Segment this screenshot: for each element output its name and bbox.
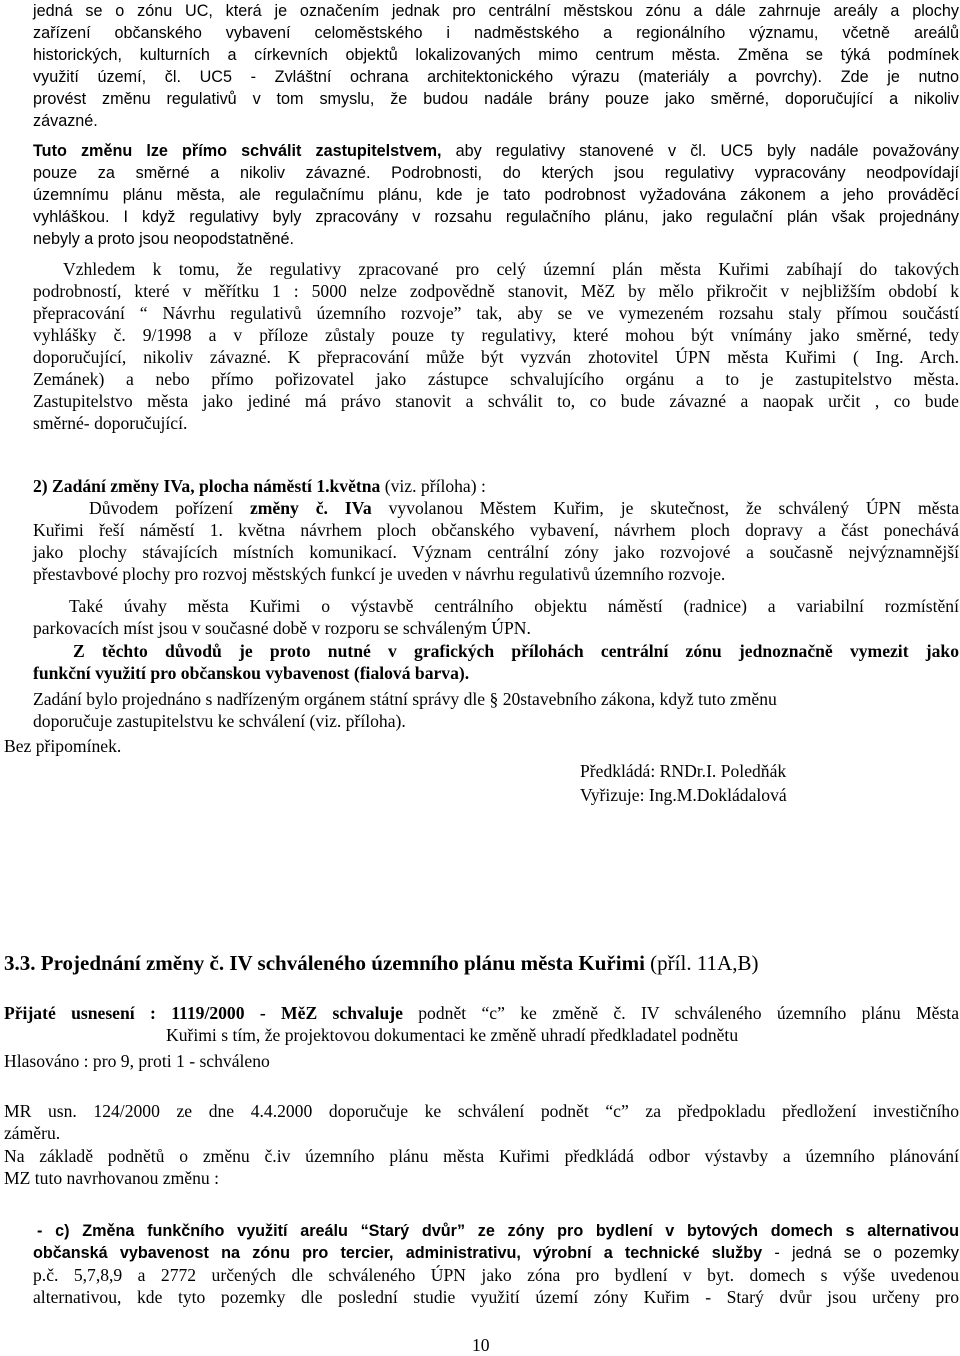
text-line: p.č. 5,7,8,9 a 2772 určených dle schváleného ÚPN jako zóna pro bydlení v byt. domech s výše uvedenou <box>33 1265 959 1285</box>
text-line: Na základě podnětů o změnu č.iv územního plánu města Kuřimi předkládá odbor výstavby a územního plánování <box>4 1146 959 1166</box>
change-c-description <box>33 1220 959 1308</box>
heading-bold: 3.3. Projednání změny č. IV schváleného územního plánu města Kuřimi <box>4 951 645 975</box>
text-span: Podrobnosti, do kterých jsou regulativy vypracovány neodpovídají <box>370 164 959 182</box>
section-2-paragraph-4 <box>33 688 777 732</box>
text-line: směrné- doporučující. <box>33 413 188 433</box>
text-line: jako plochy stávajících místních komunikací. Význam centrální zóny jako rozvojové a současně nejvýznamnější <box>33 542 959 562</box>
text-line: Zadání bylo projednáno s nadřízeným orgánem státní správy dle § 20stavebního zákona, když tuto změnu <box>33 689 777 709</box>
text-line: doporučuje zastupitelstvu ke schválení (viz. příloha). <box>33 711 406 731</box>
text-line: zařízení občanského vybavení celoměstského i nadměstského a regionálního významu, včetně areálů <box>33 24 959 42</box>
bold-span: změny č. IVa <box>249 498 372 518</box>
text-line: parkovacích míst jsou v současné době v rozporu se schváleným ÚPN. <box>33 618 531 638</box>
submitter-line: Předkládá: RNDr.I. Poledňák <box>580 761 787 781</box>
text-span: podnět “c” ke změně č. IV schváleného územního plánu Města <box>402 1003 959 1023</box>
heading-rest: (příl. 11A,B) <box>644 951 759 975</box>
text-line: alternativou, kde tyto pozemky dle poslední studie využití území zóny Kuřim - Starý dvůr jsou určeny pro <box>33 1287 959 1307</box>
page-number: 10 <box>472 1335 490 1355</box>
text-line: územnímu plánu města, ale regulačnímu plánu, kde je tato podrobnost vyžadována zákonem a jeho prováděcí <box>33 186 959 204</box>
text-line <box>33 66 959 88</box>
paragraph-zone-uc <box>33 0 959 132</box>
text-line: Z těchto důvodů je proto nutné v grafických přílohách centrální zónu jednoznačně vymezit jako <box>73 641 959 661</box>
text-line: jedná se o zónu UC, která je označením jednak pro centrální městskou zónu a dále zahrnuje areály a plochy <box>33 2 959 20</box>
text-span: pouze za směrné a nikoliv závazné. <box>33 164 371 182</box>
council-recommendation <box>4 1100 959 1144</box>
text-line: přepracování “ Návrhu regulativů územního rozvoje” tak, aby se ve vymezeném rozsahu staly přímou součástí <box>33 303 959 323</box>
text-line <box>33 497 959 519</box>
text-line: provést změnu regulativů v tom smyslu, že budou nadále brány pouze jako směrné, doporučující a nikoliv <box>33 90 959 108</box>
adopted-resolution <box>4 1002 959 1046</box>
text-line <box>33 162 959 184</box>
vote-result: Hlasováno : pro 9, proti 1 - schváleno <box>4 1051 270 1071</box>
bold-span: Přijaté usnesení : 1119/2000 - MěZ schvaluje <box>4 1003 403 1023</box>
handler-line: Vyřizuje: Ing.M.Dokládalová <box>580 785 787 805</box>
text-line: doporučující, nikoliv závazné. K přepracování může být vyzván zhotovitel ÚPN města Kuřimi ( Ing. Arch. <box>33 347 959 367</box>
text-line: záměru. <box>4 1123 61 1143</box>
section-3-3-heading <box>4 950 758 976</box>
text-line: historických, kulturních a církevních objektů lokalizovaných mimo centrum města. Změna se týká podmínek <box>33 46 959 64</box>
text-line: podrobností, které v měřítku 1 : 5000 nelze zodpovědně stanovit, MěZ by mělo přikročit v nejbližším období k <box>33 281 959 301</box>
text-line: funkční využití pro občanskou vybavenost (fialová barva). <box>33 663 470 683</box>
proposal-intro <box>4 1145 959 1189</box>
bold-span: občanská vybavenost na zónu pro tercier, administrativu, výrobní a technické služby <box>33 1244 763 1262</box>
text-line: Kuřimi řeší náměstí 1. května návrhem ploch občanského vybavení, návrhem ploch dopravy a část ponechává <box>33 520 959 540</box>
text-line: Kuřimi s tím, že projektovou dokumentaci ke změně uhradí předkladatel podnětu <box>166 1025 739 1045</box>
text-line: - c) Změna funkčního využití areálu “Starý dvůr” ze zóny pro bydlení v bytových domech s alternativou <box>37 1222 959 1240</box>
bold-span: Tuto změnu lze přímo schválit zastupitelstvem, <box>33 142 442 160</box>
paragraph-regulations <box>33 258 959 434</box>
text-line: vyhlášky č. 9/1998 a v příloze zůstaly pouze ty regulativy, které mohou být vnímány jako směrné, tedy <box>33 325 959 345</box>
text-line: Zemánek) a nebo přímo pořizovatel jako zástupce schvalujícího orgánu a to je zastupitelstvo města. <box>33 369 959 389</box>
section-2-heading <box>33 475 486 497</box>
text-line <box>4 1002 959 1024</box>
text-line: vyhláškou. I když regulativy byly zpracovány v rozsahu regulačního plánu, jako regulační plán však projednány <box>33 208 959 226</box>
heading-rest: (viz. příloha) : <box>380 476 486 496</box>
section-2-paragraph-1 <box>33 497 959 585</box>
text-span: UC5 - Zvláštní ochrana architektonického výrazu (materiály a povrchy). Zde je nutno <box>199 68 959 86</box>
text-span: využití území, čl. <box>33 68 200 86</box>
text-line <box>33 140 959 162</box>
text-span: Důvodem pořízení <box>89 498 250 518</box>
text-span: aby regulativy stanovené v čl. UC5 byly nadále považovány <box>441 142 959 160</box>
text-line: Zastupitelstvo města jako jediné má právo stanovit a schválit to, co bude závazné a naopak určit , co bude <box>33 391 959 411</box>
text-span: vyvolanou Městem Kuřim, je skutečnost, že schválený ÚPN města <box>371 498 960 518</box>
text-line: Vzhledem k tomu, že regulativy zpracované pro celý územní plán města Kuřimi zabíhají do takových <box>63 259 959 279</box>
no-comments-note: Bez připomínek. <box>4 736 122 756</box>
text-line: MZ tuto navrhovanou změnu : <box>4 1168 219 1188</box>
text-line: MR usn. 124/2000 ze dne 4.4.2000 doporučuje ke schválení podnět “c” za předpokladu předložení investičního <box>4 1101 959 1121</box>
heading-bold: 2) Zadání změny IVa, plocha náměstí 1.května <box>33 476 381 496</box>
text-span: - jedná se o pozemky <box>762 1244 960 1262</box>
text-line: závazné. <box>33 112 98 130</box>
text-line: nebyly a proto jsou neopodstatněné. <box>33 230 294 248</box>
text-line <box>33 1242 959 1264</box>
text-line: přestavbové plochy pro rozvoj městských funkcí je uveden v návrhu regulativů územního rozvoje. <box>33 564 726 584</box>
section-2-paragraph-2 <box>33 595 959 639</box>
section-2-paragraph-3 <box>33 640 959 684</box>
paragraph-approval <box>33 140 959 250</box>
text-line: Také úvahy města Kuřimi o výstavbě centrálního objektu náměstí (radnice) a variabilní rozmístění <box>69 596 959 616</box>
